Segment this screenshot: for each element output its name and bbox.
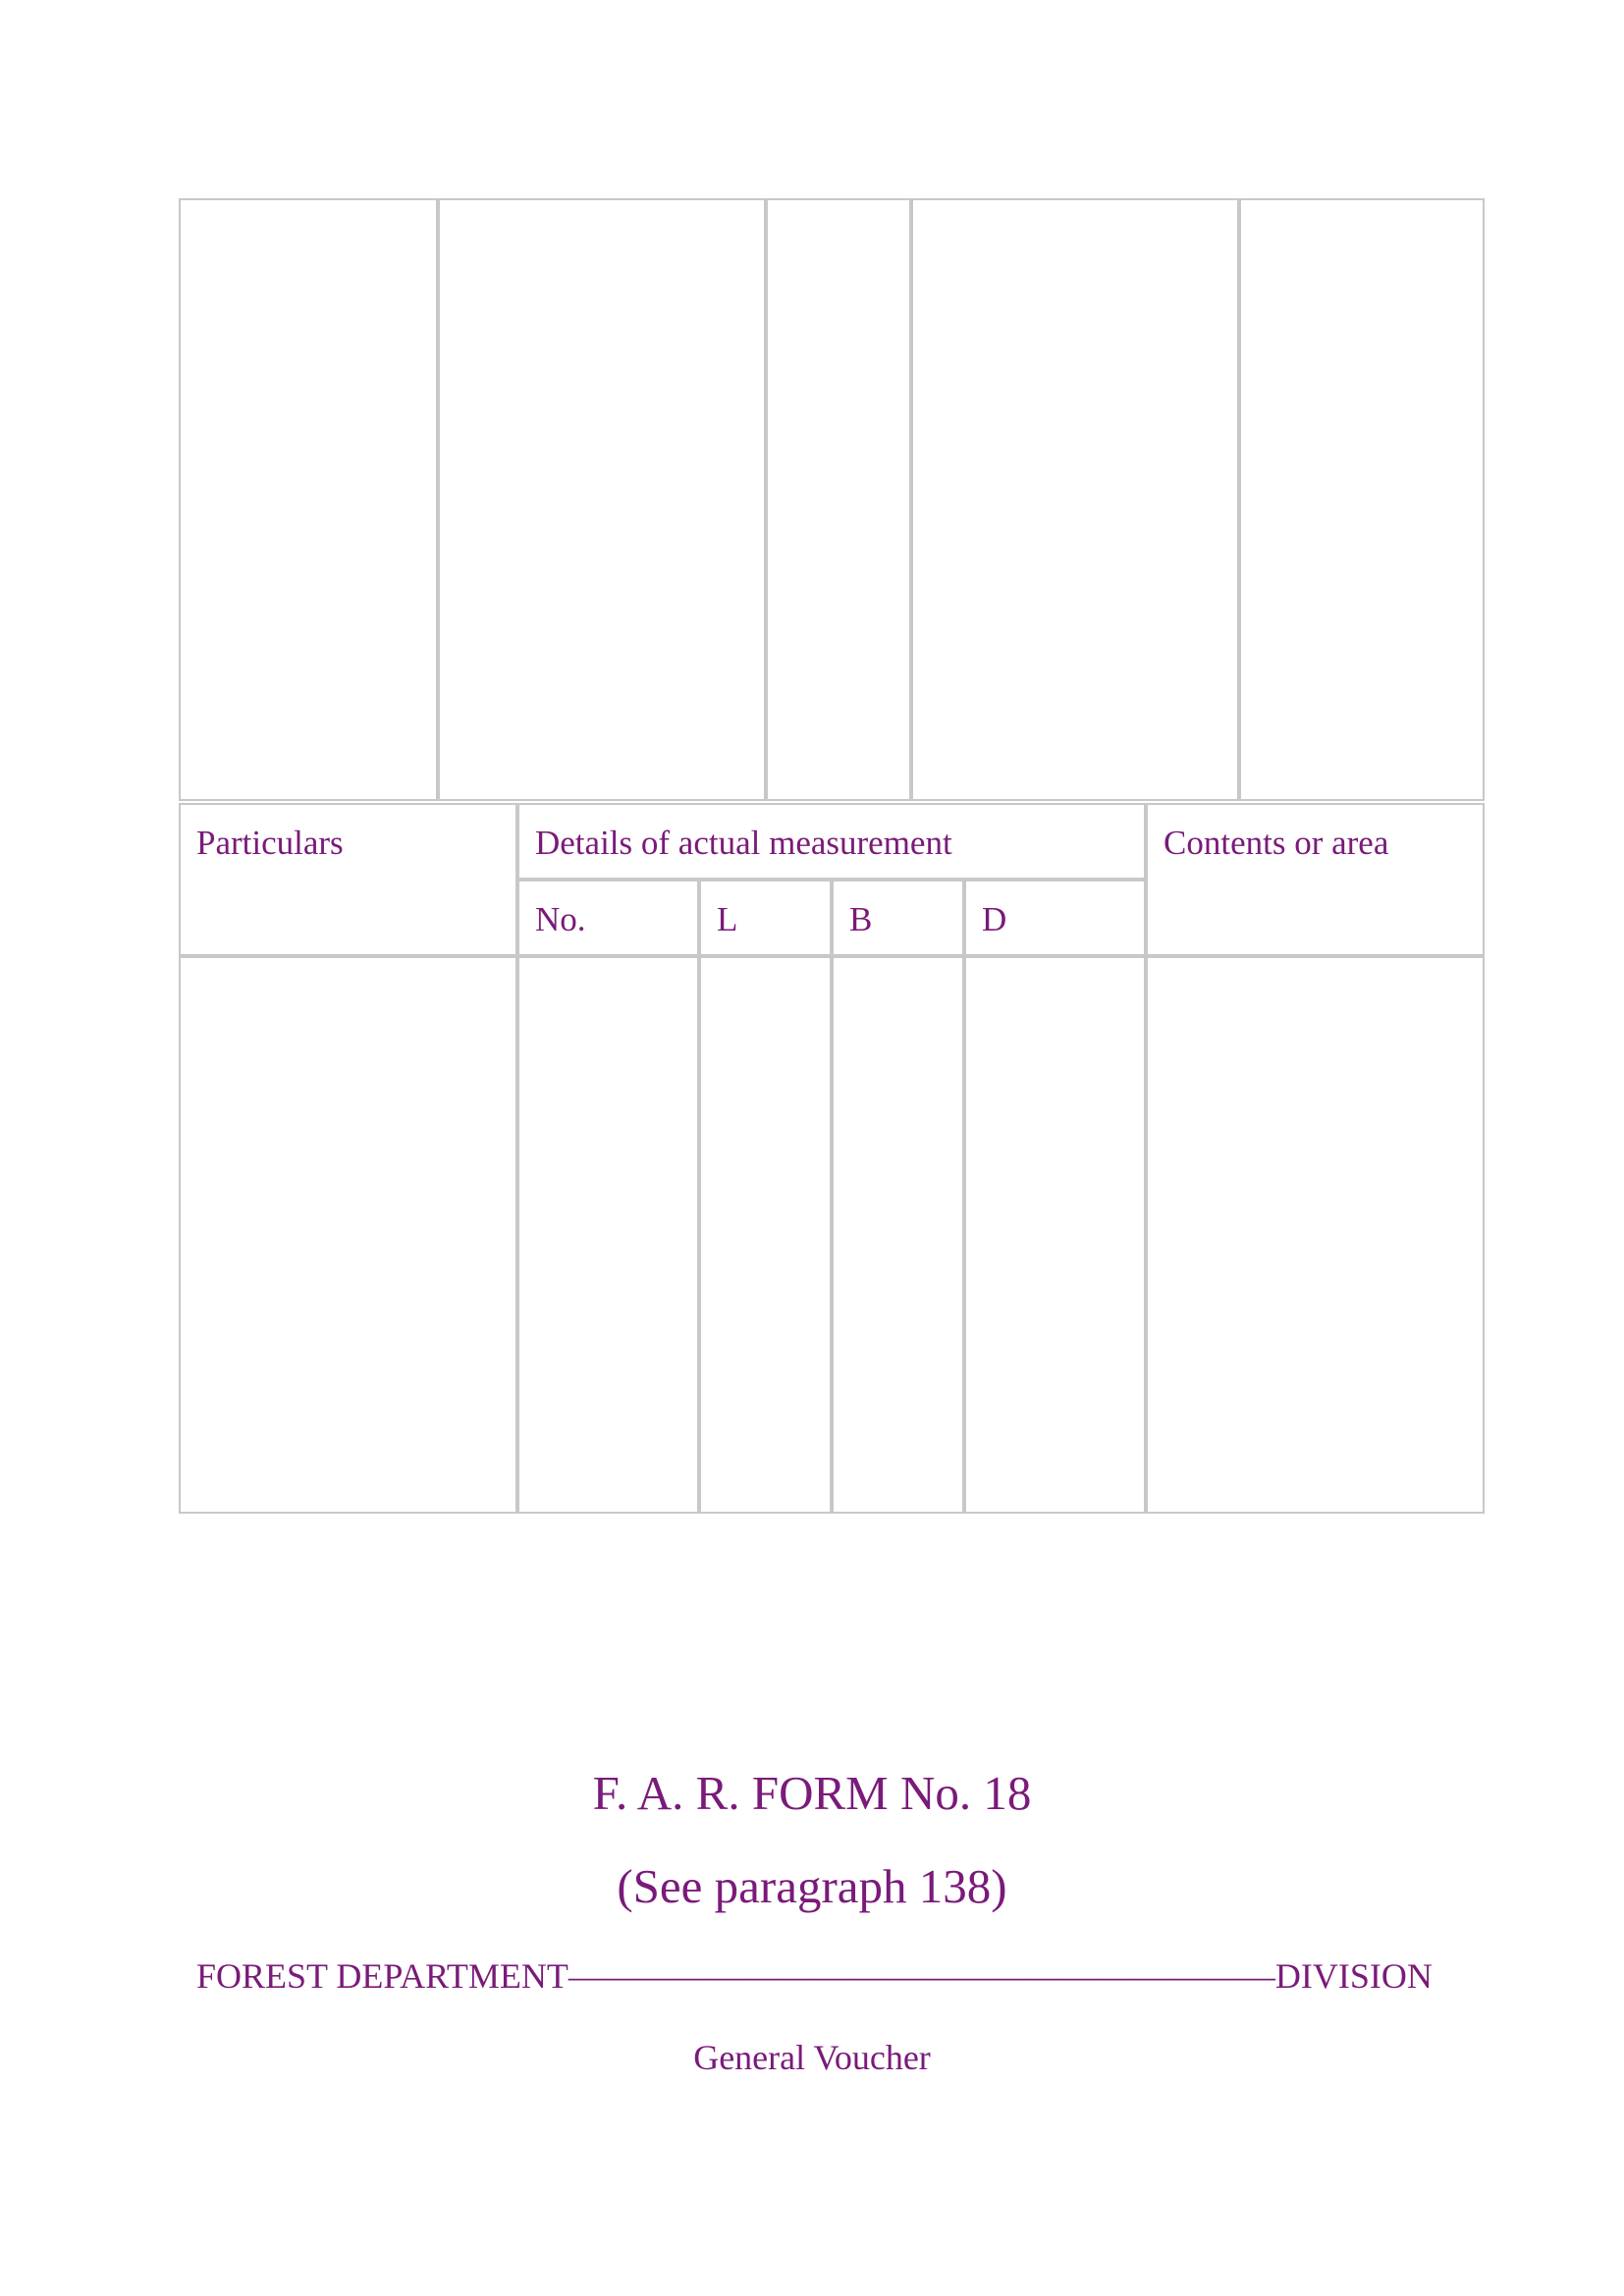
blank-cell[interactable] [1239,198,1485,801]
b-header: B [832,880,964,956]
b-entry-cell[interactable] [832,956,964,1514]
form-subtitle: (See paragraph 138) [617,1859,1007,1913]
department-line: FOREST DEPARTMENT————————————————————DIVISION [196,1956,1433,1996]
l-header: L [699,880,832,956]
no-entry-cell[interactable] [517,956,699,1514]
no-header: No. [517,880,699,956]
blank-cell[interactable] [766,198,911,801]
blank-cell[interactable] [911,198,1239,801]
form-title: F. A. R. FORM No. 18 [592,1766,1032,1820]
measurement-table [179,803,1485,1514]
upper-blank-table [179,198,1485,801]
details-header: Details of actual measurement [517,803,1146,880]
blank-cell[interactable] [179,198,438,801]
particulars-header: Particulars [179,803,517,956]
d-header: D [964,880,1146,956]
blank-cell[interactable] [438,198,766,801]
voucher-title: General Voucher [693,2038,931,2077]
contents-header: Contents or area [1146,803,1485,956]
l-entry-cell[interactable] [699,956,832,1514]
contents-entry-cell[interactable] [1146,956,1485,1514]
particulars-entry-cell[interactable] [179,956,517,1514]
d-entry-cell[interactable] [964,956,1146,1514]
